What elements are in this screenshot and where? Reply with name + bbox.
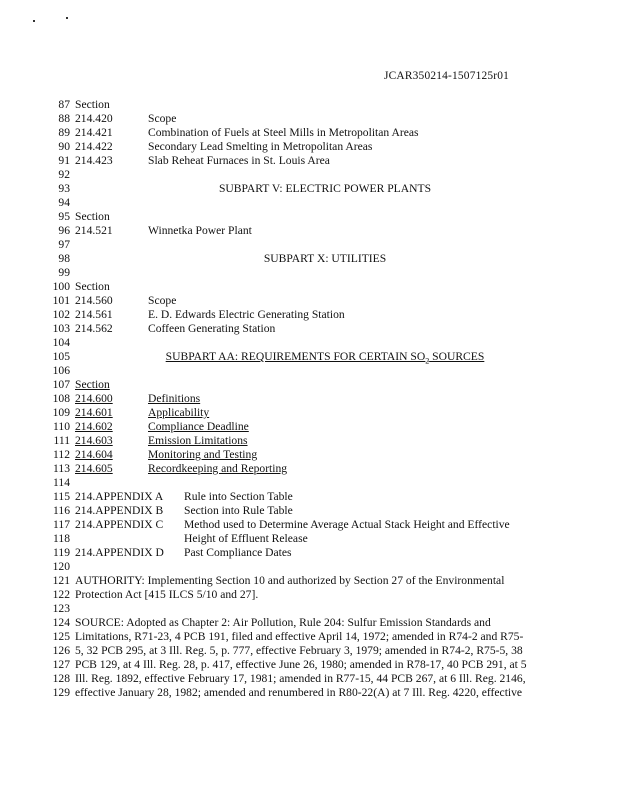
line-number: 93 [58, 182, 70, 195]
section-number: 214.603 [75, 434, 113, 447]
document-line [40, 112, 610, 126]
line-number: 122 [52, 588, 70, 601]
line-number: 91 [58, 154, 70, 167]
section-number: 214.420 [75, 112, 113, 125]
line-number: 96 [58, 224, 70, 237]
paragraph-text: effective January 28, 1982; amended and renumbered in R80-22(A) at 7 Ill. Reg. 4220, effective [75, 686, 523, 699]
section-title: Monitoring and Testing [148, 448, 258, 461]
document-line [40, 420, 610, 434]
section-title: Definitions [148, 392, 201, 405]
section-number: 214.560 [75, 294, 113, 307]
document-line [40, 392, 610, 406]
line-number: 88 [58, 112, 70, 125]
section-number: 214.423 [75, 154, 113, 167]
section-number: 214.602 [75, 420, 113, 433]
paragraph-text: AUTHORITY: Implementing Section 10 and authorized by Section 27 of the Environmental [75, 574, 505, 587]
section-title: Scope [148, 294, 177, 307]
subscript-2: 2 [425, 356, 430, 366]
line-number: 125 [52, 630, 70, 643]
document-line [40, 518, 610, 532]
paragraph-text: Ill. Reg. 1892, effective February 17, 1981; amended in R77-15, 44 PCB 267, at 6 Ill. Reg. 2146, [75, 672, 526, 685]
document-line [40, 644, 610, 658]
document-line [40, 252, 610, 266]
document-line [40, 126, 610, 140]
section-number: 214.562 [75, 322, 113, 335]
line-number: 123 [52, 602, 70, 615]
document-line [40, 616, 610, 630]
line-number: 109 [52, 406, 70, 419]
document-line [40, 588, 610, 602]
line-number: 97 [58, 238, 70, 251]
line-number: 89 [58, 126, 70, 139]
line-number: 94 [58, 196, 70, 209]
line-number: 114 [53, 476, 70, 489]
line-number: 124 [52, 616, 70, 629]
document-line [40, 98, 610, 112]
line-number: 102 [52, 308, 70, 321]
line-number: 111 [53, 434, 70, 447]
document-line [40, 672, 610, 686]
appendix-title: Past Compliance Dates [184, 546, 292, 559]
line-number: 103 [52, 322, 70, 335]
document-line [40, 336, 610, 350]
document-line [40, 630, 610, 644]
document-line [40, 462, 610, 476]
paragraph-text: PCB 129, at 4 Ill. Reg. 28, p. 417, effective June 26, 1980; amended in R78-17, 40 PCB 291, at 5 [75, 658, 527, 671]
section-title: Winnetka Power Plant [148, 224, 252, 237]
line-number: 101 [52, 294, 70, 307]
subpart-heading: SUBPART X: UTILITIES [263, 252, 387, 265]
document-line [40, 154, 610, 168]
subpart-heading-text [165, 350, 485, 366]
appendix-label: 214.APPENDIX B [75, 504, 164, 517]
line-number: 118 [53, 532, 70, 545]
section-title: Coffeen Generating Station [148, 322, 276, 335]
line-number: 115 [53, 490, 70, 503]
subpart-heading-tail: SOURCES [429, 350, 485, 363]
document-line [40, 210, 610, 224]
document-line [40, 476, 610, 490]
scan-speck-2 [66, 17, 68, 19]
section-number: 214.422 [75, 140, 113, 153]
document-line [40, 434, 610, 448]
section-title: Applicability [148, 406, 210, 419]
line-number: 105 [52, 350, 70, 363]
document-line [40, 224, 610, 238]
document-line [40, 238, 610, 252]
line-number: 116 [53, 504, 70, 517]
line-number: 126 [52, 644, 70, 657]
document-line [40, 504, 610, 518]
line-number: 113 [53, 462, 70, 475]
document-line [40, 182, 610, 196]
line-number: 90 [58, 140, 70, 153]
section-number: 214.600 [75, 392, 113, 405]
document-line [40, 140, 610, 154]
section-title: Slab Reheat Furnaces in St. Louis Area [148, 154, 330, 167]
section-number: 214.421 [75, 126, 113, 139]
appendix-title: Method used to Determine Average Actual Stack Height and Effective [184, 518, 510, 531]
line-number: 112 [53, 448, 70, 461]
section-title: Secondary Lead Smelting in Metropolitan Areas [148, 140, 373, 153]
document-line [40, 490, 610, 504]
section-heading: Section [75, 210, 110, 223]
line-number: 104 [52, 336, 70, 349]
document-line [40, 322, 610, 336]
document-line [40, 266, 610, 280]
section-title: E. D. Edwards Electric Generating Station [148, 308, 345, 321]
appendix-label: 214.APPENDIX C [75, 518, 164, 531]
document-line [40, 602, 610, 616]
document-line [40, 378, 610, 392]
paragraph-text: SOURCE: Adopted as Chapter 2: Air Pollution, Rule 204: Sulfur Emission Standards and [75, 616, 491, 629]
section-number: 214.601 [75, 406, 113, 419]
document-line [40, 308, 610, 322]
subpart-heading-main: SUBPART AA: REQUIREMENTS FOR CERTAIN SO [165, 350, 426, 363]
document-line [40, 448, 610, 462]
appendix-label: 214.APPENDIX A [75, 490, 164, 503]
section-number: 214.561 [75, 308, 113, 321]
section-heading: Section [75, 280, 110, 293]
document-line [40, 658, 610, 672]
section-heading: Section [75, 378, 110, 391]
line-number: 121 [52, 574, 70, 587]
document-line [40, 294, 610, 308]
document-line [40, 196, 610, 210]
line-number: 99 [58, 266, 70, 279]
paragraph-text: Limitations, R71-23, 4 PCB 191, filed and effective April 14, 1972; amended in R74-2 and R75- [75, 630, 524, 643]
line-number: 95 [58, 210, 70, 223]
section-title: Recordkeeping and Reporting [148, 462, 288, 475]
document-line [40, 406, 610, 420]
document-id: JCAR350214-1507125r01 [384, 70, 510, 82]
line-number: 100 [52, 280, 70, 293]
document-line [40, 686, 610, 700]
line-number: 108 [52, 392, 70, 405]
section-title: Combination of Fuels at Steel Mills in Metropolitan Areas [148, 126, 419, 139]
section-title: Emission Limitations [148, 434, 248, 447]
line-number: 129 [52, 686, 70, 699]
line-number: 119 [53, 546, 70, 559]
line-number: 87 [58, 98, 70, 111]
line-number: 110 [53, 420, 70, 433]
section-number: 214.605 [75, 462, 113, 475]
appendix-title: Rule into Section Table [184, 490, 293, 503]
paragraph-text: Protection Act [415 ILCS 5/10 and 27]. [75, 588, 259, 601]
section-title: Compliance Deadline [148, 420, 249, 433]
appendix-label: 214.APPENDIX D [75, 546, 164, 559]
line-number: 117 [53, 518, 70, 531]
scan-speck-1 [33, 20, 35, 22]
document-line [40, 532, 610, 546]
line-number: 120 [52, 560, 70, 573]
document-line [40, 280, 610, 294]
line-number: 106 [52, 364, 70, 377]
paragraph-text: 5, 32 PCB 295, at 3 Ill. Reg. 5, p. 777, effective February 3, 1979; amended in R74-2, R75-5, 38 [75, 644, 523, 657]
document-line [40, 560, 610, 574]
line-number: 127 [52, 658, 70, 671]
document-line [40, 350, 610, 364]
section-number: 214.521 [75, 224, 113, 237]
line-number: 98 [58, 252, 70, 265]
line-number: 128 [52, 672, 70, 685]
document-line [40, 546, 610, 560]
document-line [40, 168, 610, 182]
document-line [40, 364, 610, 378]
section-number: 214.604 [75, 448, 113, 461]
appendix-title: Section into Rule Table [184, 504, 293, 517]
line-number: 92 [58, 168, 70, 181]
document-line [40, 574, 610, 588]
appendix-title: Height of Effluent Release [184, 532, 308, 545]
section-heading: Section [75, 98, 110, 111]
line-number: 107 [52, 378, 70, 391]
subpart-heading: SUBPART V: ELECTRIC POWER PLANTS [218, 182, 432, 195]
section-title: Scope [148, 112, 177, 125]
